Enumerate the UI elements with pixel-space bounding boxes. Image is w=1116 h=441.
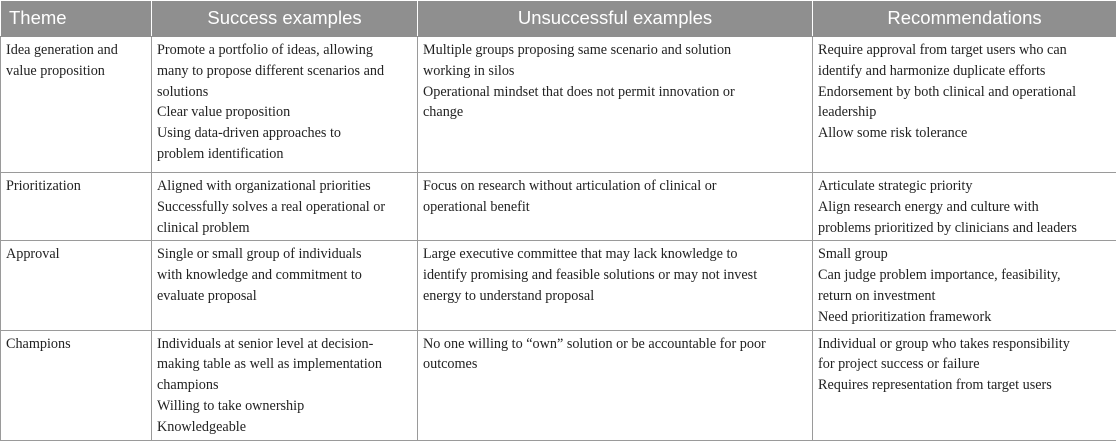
header-success-examples: Success examples xyxy=(152,1,418,37)
cell-line: Individuals at senior level at decision- xyxy=(157,334,413,355)
cell-line: Need prioritization framework xyxy=(818,307,1112,328)
cell-line: problems prioritized by clinicians and leaders xyxy=(818,218,1112,239)
recommendations-cell xyxy=(813,241,1116,330)
cell-line: Large executive committee that may lack knowledge to xyxy=(423,244,808,265)
cell-line: with knowledge and commitment to xyxy=(157,265,413,286)
cell-line: energy to understand proposal xyxy=(423,286,808,307)
cell-line: Idea generation and xyxy=(6,40,147,61)
unsuccessful-cell xyxy=(418,330,813,440)
recommendations-cell xyxy=(813,37,1116,173)
cell-line: working in silos xyxy=(423,61,808,82)
cell-line: Using data-driven approaches to xyxy=(157,123,413,144)
cell-line: Knowledgeable xyxy=(157,417,413,438)
header-row xyxy=(1,1,1116,37)
cell-line: Clear value proposition xyxy=(157,102,413,123)
cell-line: Focus on research without articulation of clinical or xyxy=(423,176,808,197)
cell-line: Prioritization xyxy=(6,176,147,197)
cell-line: making table as well as implementation xyxy=(157,354,413,375)
cell-line: Small group xyxy=(818,244,1112,265)
cell-line: value proposition xyxy=(6,61,147,82)
cell-line: Require approval from target users who can xyxy=(818,40,1112,61)
cell-line: solutions xyxy=(157,82,413,103)
cell-line: many to propose different scenarios and xyxy=(157,61,413,82)
table-row xyxy=(1,241,1116,330)
header-theme: Theme xyxy=(1,1,152,37)
cell-line: clinical problem xyxy=(157,218,413,239)
header-unsuccessful-examples: Unsuccessful examples xyxy=(418,1,813,37)
success-cell xyxy=(152,37,418,173)
cell-line: Requires representation from target users xyxy=(818,375,1112,396)
cell-line: No one willing to “own” solution or be accountable for poor xyxy=(423,334,808,355)
cell-line: Individual or group who takes responsibility xyxy=(818,334,1112,355)
cell-line: problem identification xyxy=(157,144,413,165)
cell-line: Can judge problem importance, feasibility, xyxy=(818,265,1112,286)
cell-line: Willing to take ownership xyxy=(157,396,413,417)
cell-line: leadership xyxy=(818,102,1112,123)
header-recommendations: Recommendations xyxy=(813,1,1116,37)
theme-cell xyxy=(1,173,152,241)
cell-line: Approval xyxy=(6,244,147,265)
unsuccessful-cell xyxy=(418,173,813,241)
recommendations-cell xyxy=(813,330,1116,440)
cell-line: champions xyxy=(157,375,413,396)
cell-line: Operational mindset that does not permit innovation or xyxy=(423,82,808,103)
theme-cell xyxy=(1,37,152,173)
cell-line: change xyxy=(423,102,808,123)
cell-line: Allow some risk tolerance xyxy=(818,123,1112,144)
table-row xyxy=(1,173,1116,241)
cell-line: Multiple groups proposing same scenario and solution xyxy=(423,40,808,61)
cell-line: Promote a portfolio of ideas, allowing xyxy=(157,40,413,61)
cell-line: Champions xyxy=(6,334,147,355)
cell-line: outcomes xyxy=(423,354,808,375)
unsuccessful-cell xyxy=(418,37,813,173)
cell-line: Aligned with organizational priorities xyxy=(157,176,413,197)
cell-line: Successfully solves a real operational or xyxy=(157,197,413,218)
cell-line: identify promising and feasible solutions or may not invest xyxy=(423,265,808,286)
cell-line: return on investment xyxy=(818,286,1112,307)
cell-line: operational benefit xyxy=(423,197,808,218)
cell-line: for project success or failure xyxy=(818,354,1112,375)
cell-line: Endorsement by both clinical and operational xyxy=(818,82,1112,103)
theme-cell xyxy=(1,330,152,440)
success-cell xyxy=(152,241,418,330)
table-row xyxy=(1,37,1116,173)
cell-line: identify and harmonize duplicate efforts xyxy=(818,61,1112,82)
success-cell xyxy=(152,330,418,440)
cell-line: Align research energy and culture with xyxy=(818,197,1112,218)
cell-line: evaluate proposal xyxy=(157,286,413,307)
table-row xyxy=(1,330,1116,440)
cell-line: Articulate strategic priority xyxy=(818,176,1112,197)
recommendations-cell xyxy=(813,173,1116,241)
theme-cell xyxy=(1,241,152,330)
success-cell xyxy=(152,173,418,241)
cell-line: Single or small group of individuals xyxy=(157,244,413,265)
unsuccessful-cell xyxy=(418,241,813,330)
